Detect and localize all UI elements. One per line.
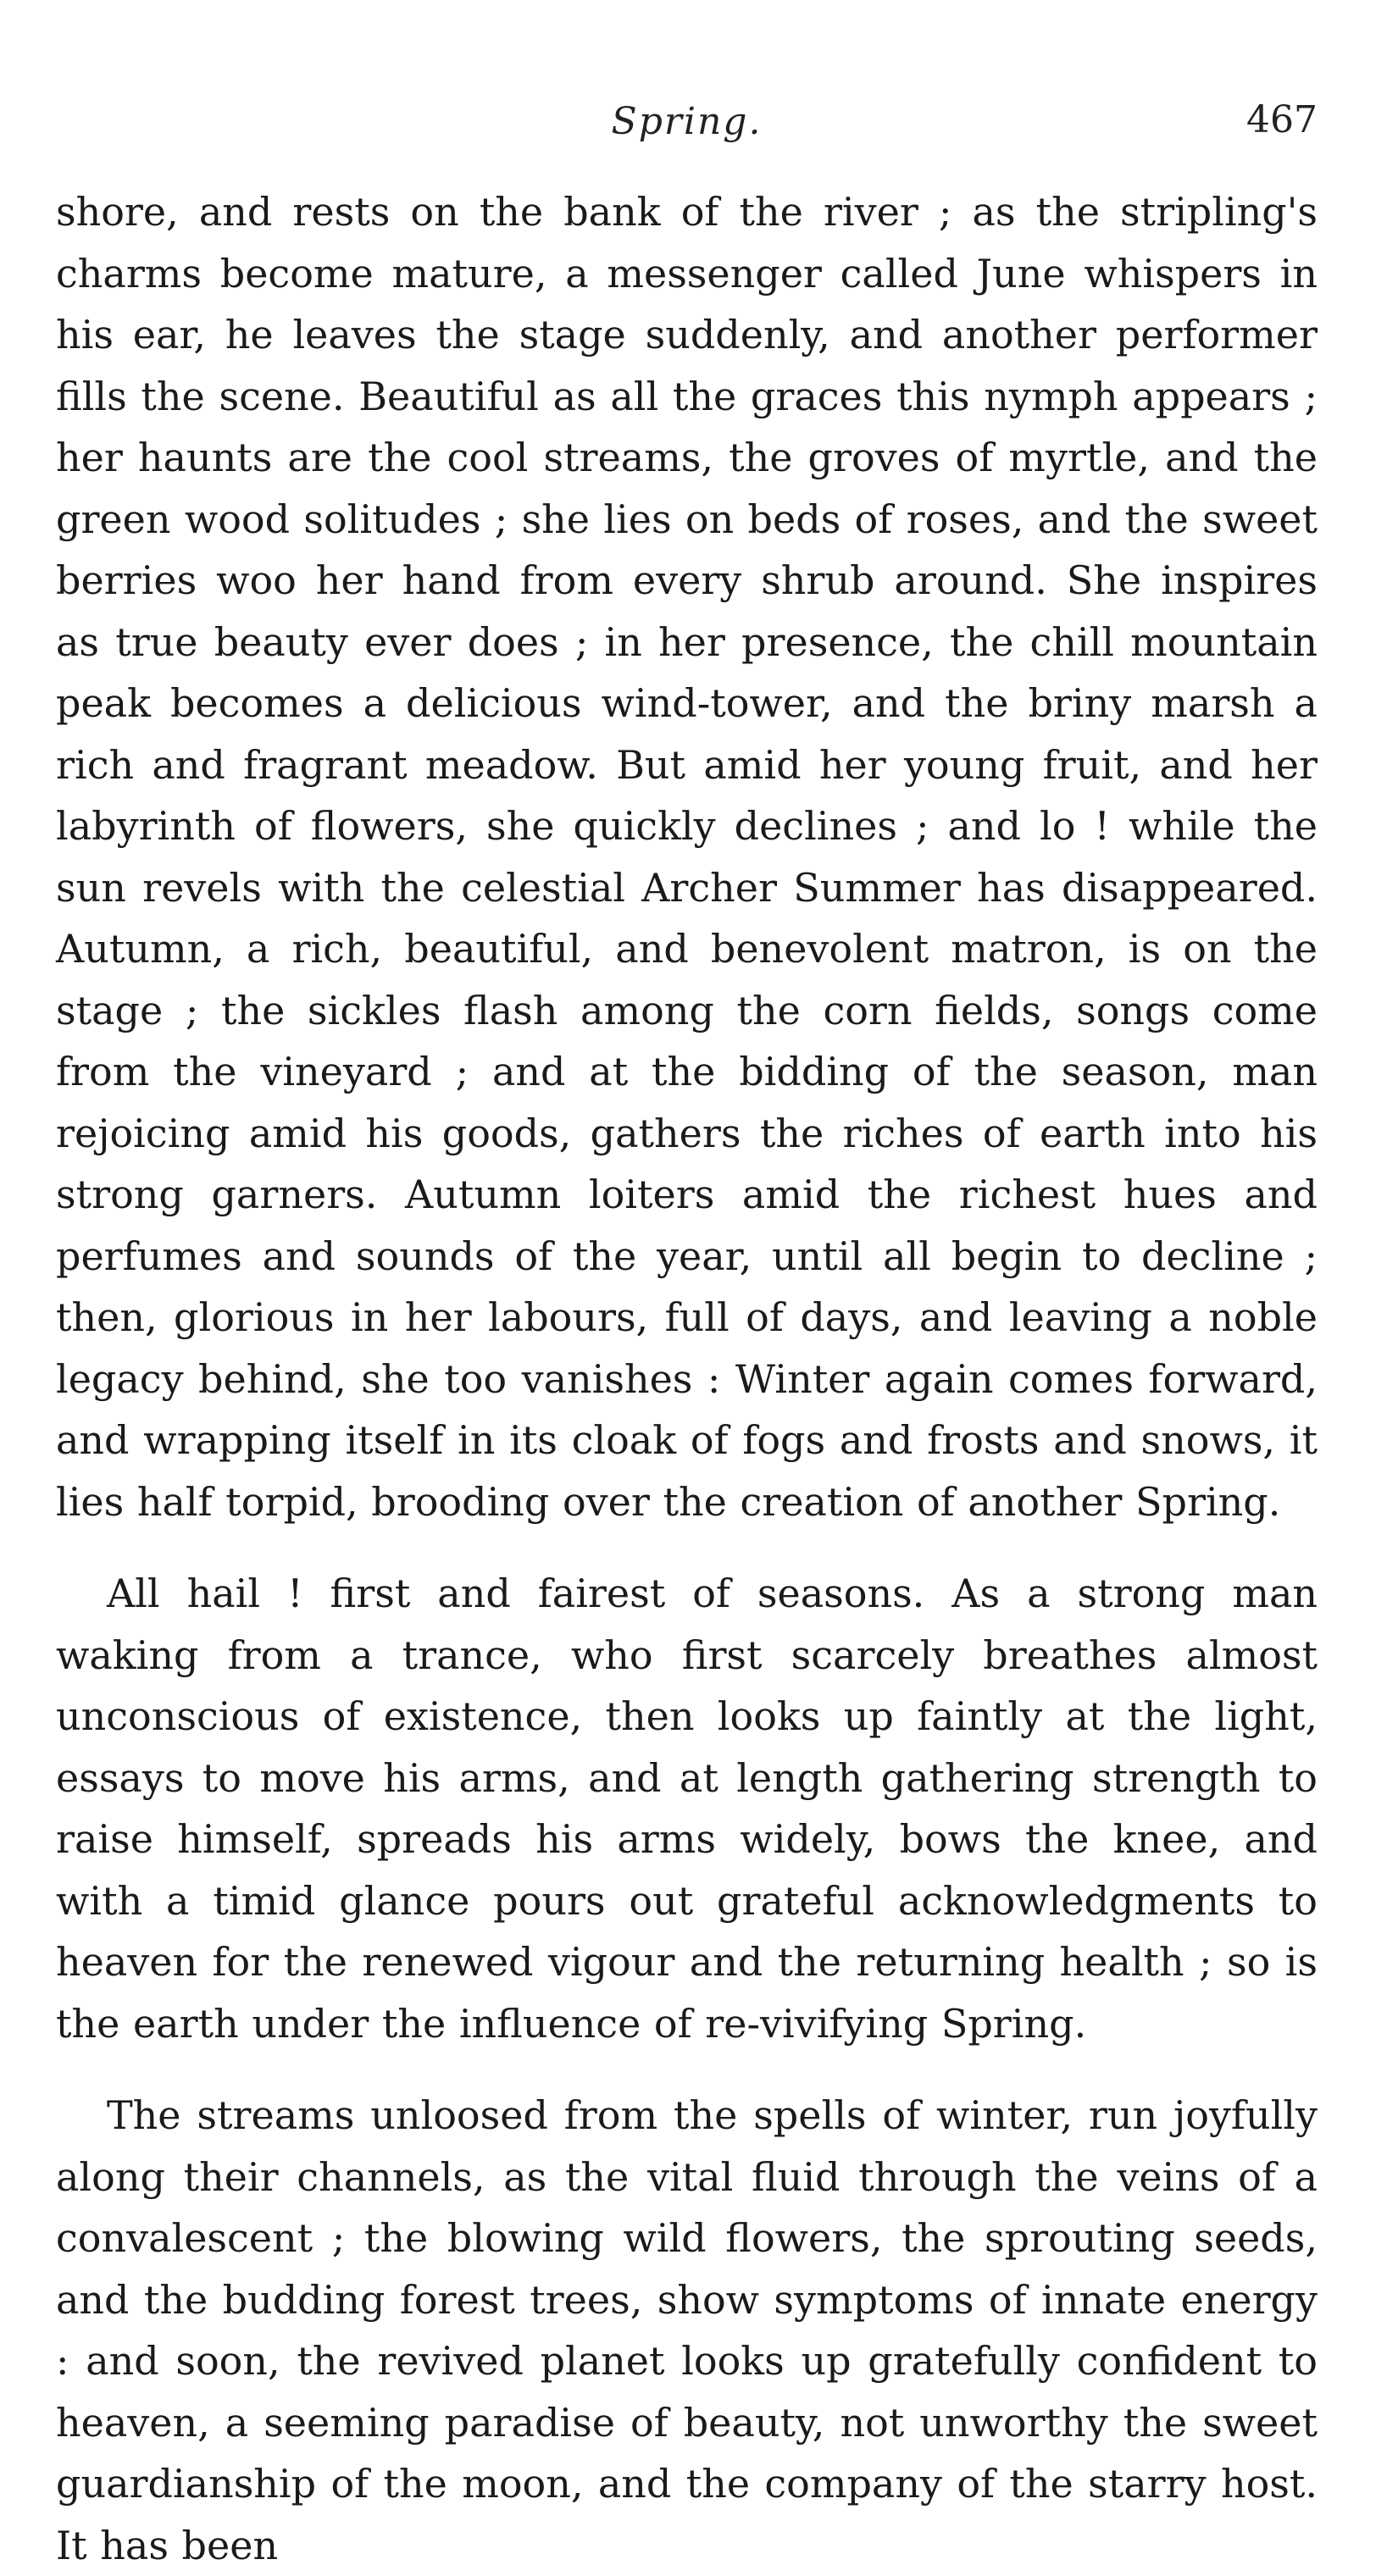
body-text (56, 181, 1318, 2576)
paragraph-all-hail: All hail ! first and fairest of seasons. As a strong man waking from a trance, who first scarcely breathes almost unconscious of existence, then looks up faintly at the light, essays to move his arms, and at length gathering strength to raise himself, spreads his arms widely, bows the knee, and with a timid glance pours out grateful acknowledgments to heaven for the renewed vigour and the returning health ; so is the earth under the influence of re-vivifying Spring. (56, 1571, 1318, 2047)
running-title: Spring. (611, 100, 763, 143)
running-head (56, 91, 1318, 159)
paragraph-continuation: shore, and rests on the bank of the river ; as the stripling's charms become mature, a messenger called June whispers in his ear, he leaves the stage suddenly, and another performer fills the scene. Beautiful as all the graces this nymph appears ; her haunts are the cool streams, the groves of myrtle, and the green wood solitudes ; she lies on beds of roses, and the sweet berries woo her hand from every shrub around. She inspires as true beauty ever does ; in her presence, the chill mountain peak becomes a delicious wind-tower, and the briny marsh a rich and fragrant meadow. But amid her young fruit, and her labyrinth of flowers, she quickly declines ; and lo ! while the sun revels with the celestial Archer Summer has disappeared. Autumn, a rich, beautiful, and benevolent matron, is on the stage ; the sickles flash among the corn fields, songs come from the vineyard ; and at the bidding of the season, man rejoicing amid his goods, gathers the riches of earth into his strong garners. Autumn loiters amid the richest hues and perfumes and sounds of the year, until all begin to decline ; then, glorious in her labours, full of days, and leaving a noble legacy behind, she too vanishes : Winter again comes forward, and wrapping itself in its cloak of fogs and frosts and snows, it lies half torpid, brooding over the creation of another Spring. (56, 189, 1318, 1525)
page-number: 467 (1246, 98, 1318, 141)
paragraph-streams: The streams unloosed from the spells of winter, run joyfully along their channels, as the vital fluid through the veins of a convalescent ; the blowing wild flowers, the sprouting seeds, and the budding forest trees, show symptoms of innate energy : and soon, the revived planet looks up gratefully confident to heaven, a seeming paradise of beauty, not unworthy the sweet guardianship of the moon, and the company of the starry host. It has been (56, 2092, 1318, 2568)
